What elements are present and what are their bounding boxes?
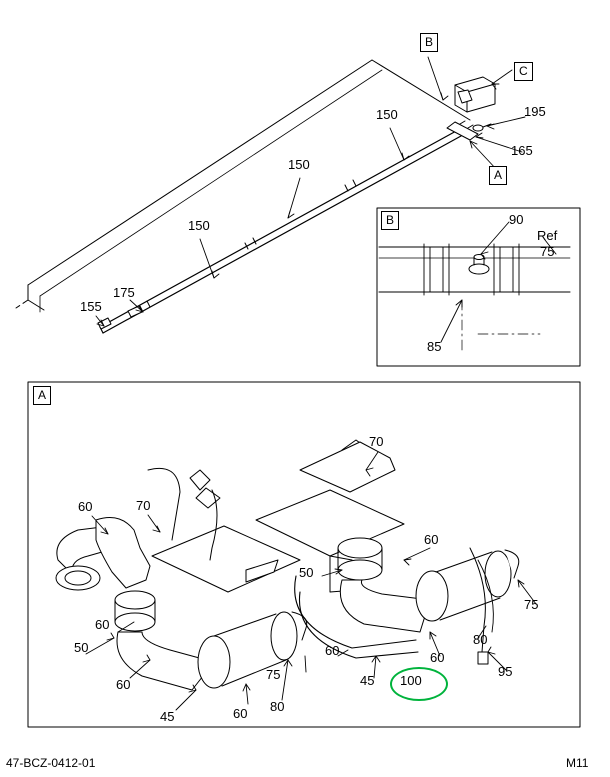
- callout-165: 165: [511, 143, 533, 158]
- callout-60-bottom: 60: [233, 706, 248, 721]
- callout-75-detail-b: 75: [540, 244, 555, 259]
- view-tag-a-top: A: [489, 166, 507, 185]
- callout-60-far: 60: [430, 650, 445, 665]
- callout-60-low: 60: [116, 677, 131, 692]
- sheet-code: M11: [566, 756, 589, 770]
- callout-50-right: 50: [299, 565, 314, 580]
- callout-60-center: 60: [325, 643, 340, 658]
- callout-150-c: 150: [188, 218, 210, 233]
- callout-80-left: 80: [270, 699, 285, 714]
- callout-80-right: 80: [473, 632, 488, 647]
- callout-45-center: 45: [360, 673, 375, 688]
- callout-60-right: 60: [424, 532, 439, 547]
- callout-70-top: 70: [369, 434, 384, 449]
- view-tag-c-top: C: [514, 62, 533, 81]
- callout-ref: Ref: [537, 228, 558, 243]
- detail-tag-b: B: [381, 211, 399, 230]
- callout-195: 195: [524, 104, 546, 119]
- callout-75-right: 75: [524, 597, 539, 612]
- callout-45-left: 45: [160, 709, 175, 724]
- callout-150-a: 150: [376, 107, 398, 122]
- callout-50-left: 50: [74, 640, 89, 655]
- callout-150-b: 150: [288, 157, 310, 172]
- highlight-ellipse-100: [390, 667, 448, 701]
- callout-70-left: 70: [136, 498, 151, 513]
- callout-75-left: 75: [266, 667, 281, 682]
- callout-95: 95: [498, 664, 513, 679]
- callout-100: 100: [400, 673, 422, 688]
- detail-tag-a: A: [33, 386, 51, 405]
- callout-90: 90: [509, 212, 524, 227]
- callout-85: 85: [427, 339, 442, 354]
- view-tag-b-top: B: [420, 33, 438, 52]
- callout-60-mid: 60: [95, 617, 110, 632]
- callout-60-left: 60: [78, 499, 93, 514]
- callout-175: 175: [113, 285, 135, 300]
- drawing-number: 47-BCZ-0412-01: [6, 756, 96, 770]
- callout-155: 155: [80, 299, 102, 314]
